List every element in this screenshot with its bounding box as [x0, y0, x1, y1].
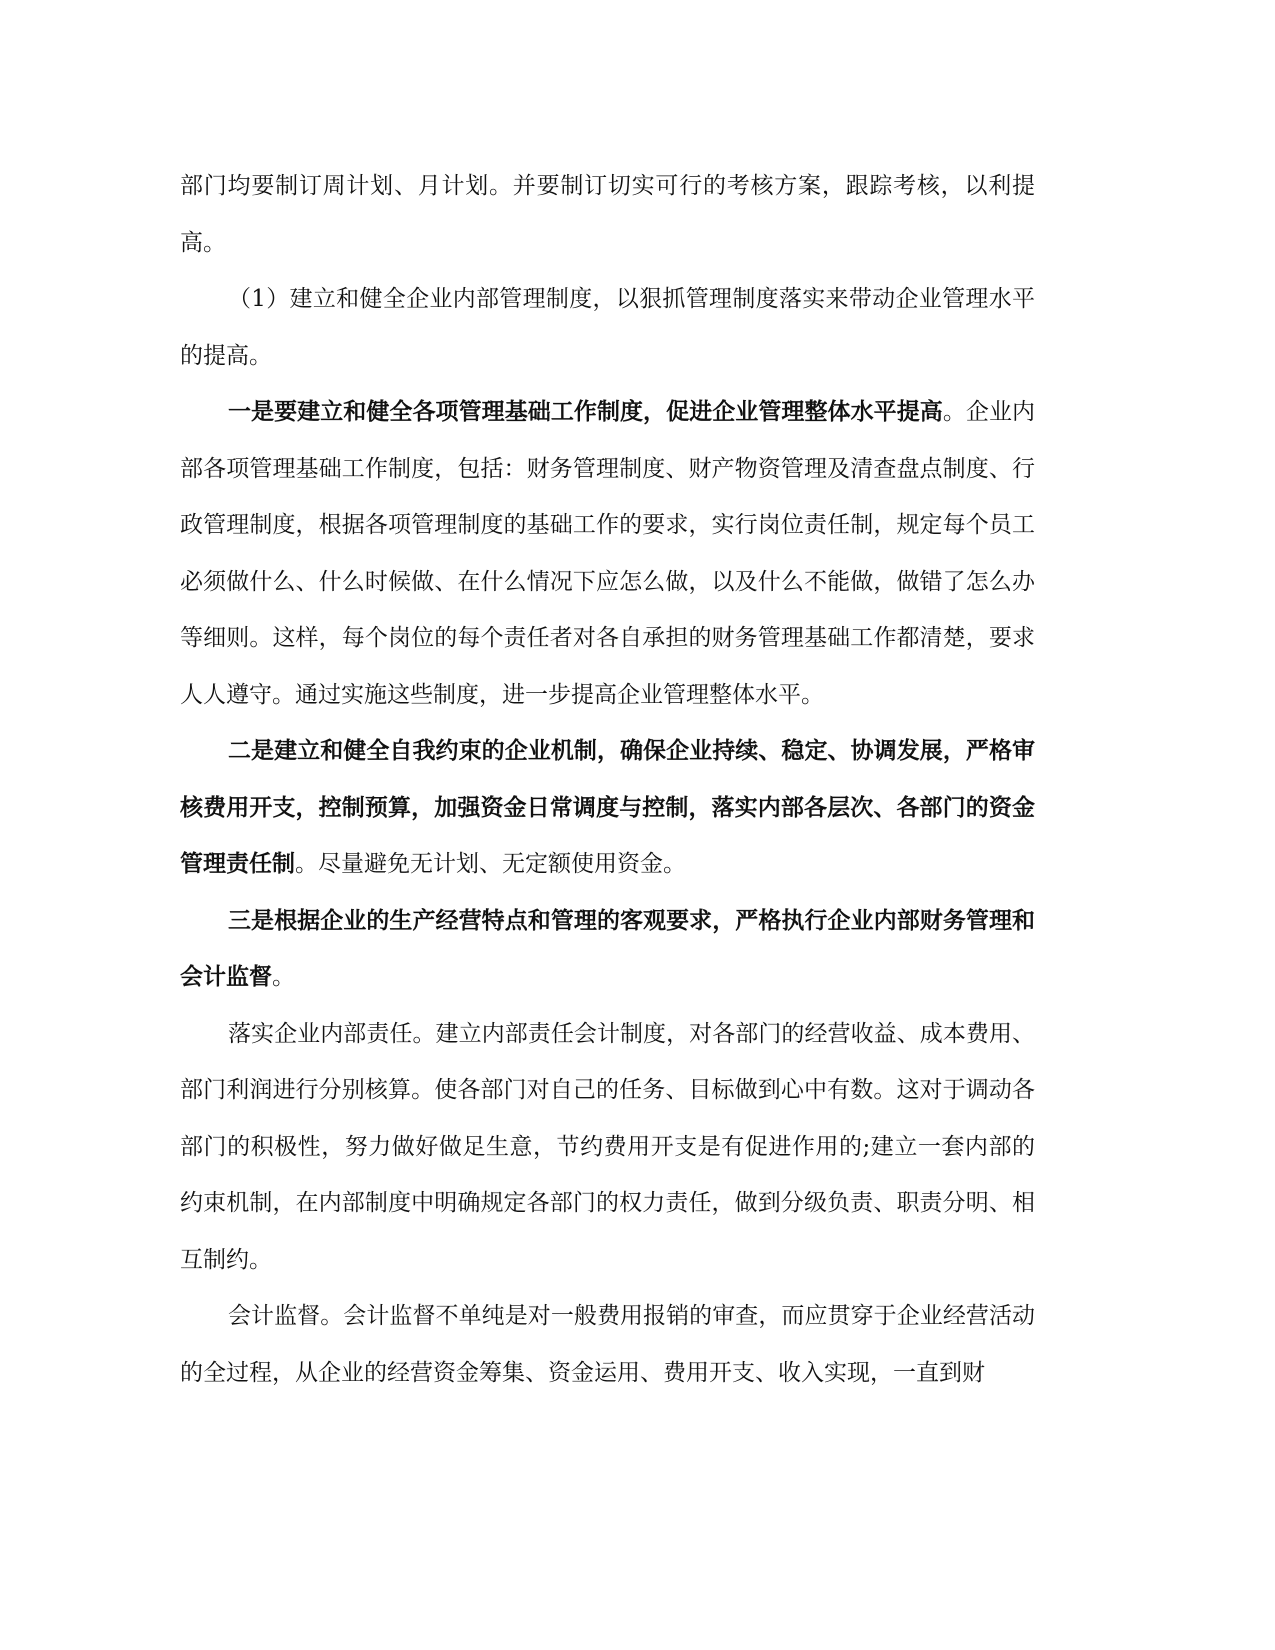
paragraph-2-text: （1）建立和健全企业内部管理制度，以狠抓管理制度落实来带动企业管理水平的提高。 [180, 286, 1035, 369]
paragraph-1 [180, 158, 1035, 271]
paragraph-2 [180, 271, 1035, 384]
paragraph-3-heading: 一是要建立和健全各项管理基础工作制度，促进企业管理整体水平提高 [228, 398, 943, 425]
paragraph-4-heading: 二是建立和健全自我约束的企业机制，确保企业持续、稳定、协调发展，严格审核费用开支，控制预算，加强资金日常调度与控制，落实内部各层次、各部门的资金管理责任制 [180, 737, 1035, 877]
document-page [180, 158, 1035, 1401]
paragraph-7 [180, 1288, 1035, 1401]
paragraph-5-text: 。 [272, 964, 295, 990]
paragraph-3 [180, 384, 1035, 723]
paragraph-6 [180, 1006, 1035, 1289]
paragraph-3-text: 。企业内部各项管理基础工作制度，包括：财务管理制度、财产物资管理及清查盘点制度、行政管理制度，根据各项管理制度的基础工作的要求，实行岗位责任制，规定每个员工必须做什么、什么时候做、在什么情况下应怎么做，以及什么不能做，做错了怎么办等细则。这样，每个岗位的每个责任者对各自承担的财务管理基础工作都清楚，要求人人遵守。通过实施这些制度，进一步提高企业管理整体水平。 [180, 399, 1036, 708]
paragraph-5 [180, 893, 1035, 1006]
paragraph-1-text: 部门均要制订周计划、月计划。并要制订切实可行的考核方案，跟踪考核，以利提高。 [180, 173, 1035, 256]
paragraph-4-text: 。尽量避免无计划、无定额使用资金。 [295, 851, 686, 877]
paragraph-7-text: 会计监督。会计监督不单纯是对一般费用报销的审查，而应贯穿于企业经营活动的全过程，从企业的经营资金筹集、资金运用、费用开支、收入实现，一直到财 [180, 1303, 1035, 1386]
paragraph-4 [180, 723, 1035, 893]
paragraph-6-text: 落实企业内部责任。建立内部责任会计制度，对各部门的经营收益、成本费用、部门利润进行分别核算。使各部门对自己的任务、目标做到心中有数。这对于调动各部门的积极性，努力做好做足生意，节约费用开支是有促进作用的;建立一套内部的约束机制，在内部制度中明确规定各部门的权力责任，做到分级负责、职责分明、相互制约。 [180, 1020, 1035, 1273]
paragraph-5-heading: 三是根据企业的生产经营特点和管理的客观要求，严格执行企业内部财务管理和会计监督 [180, 906, 1035, 990]
